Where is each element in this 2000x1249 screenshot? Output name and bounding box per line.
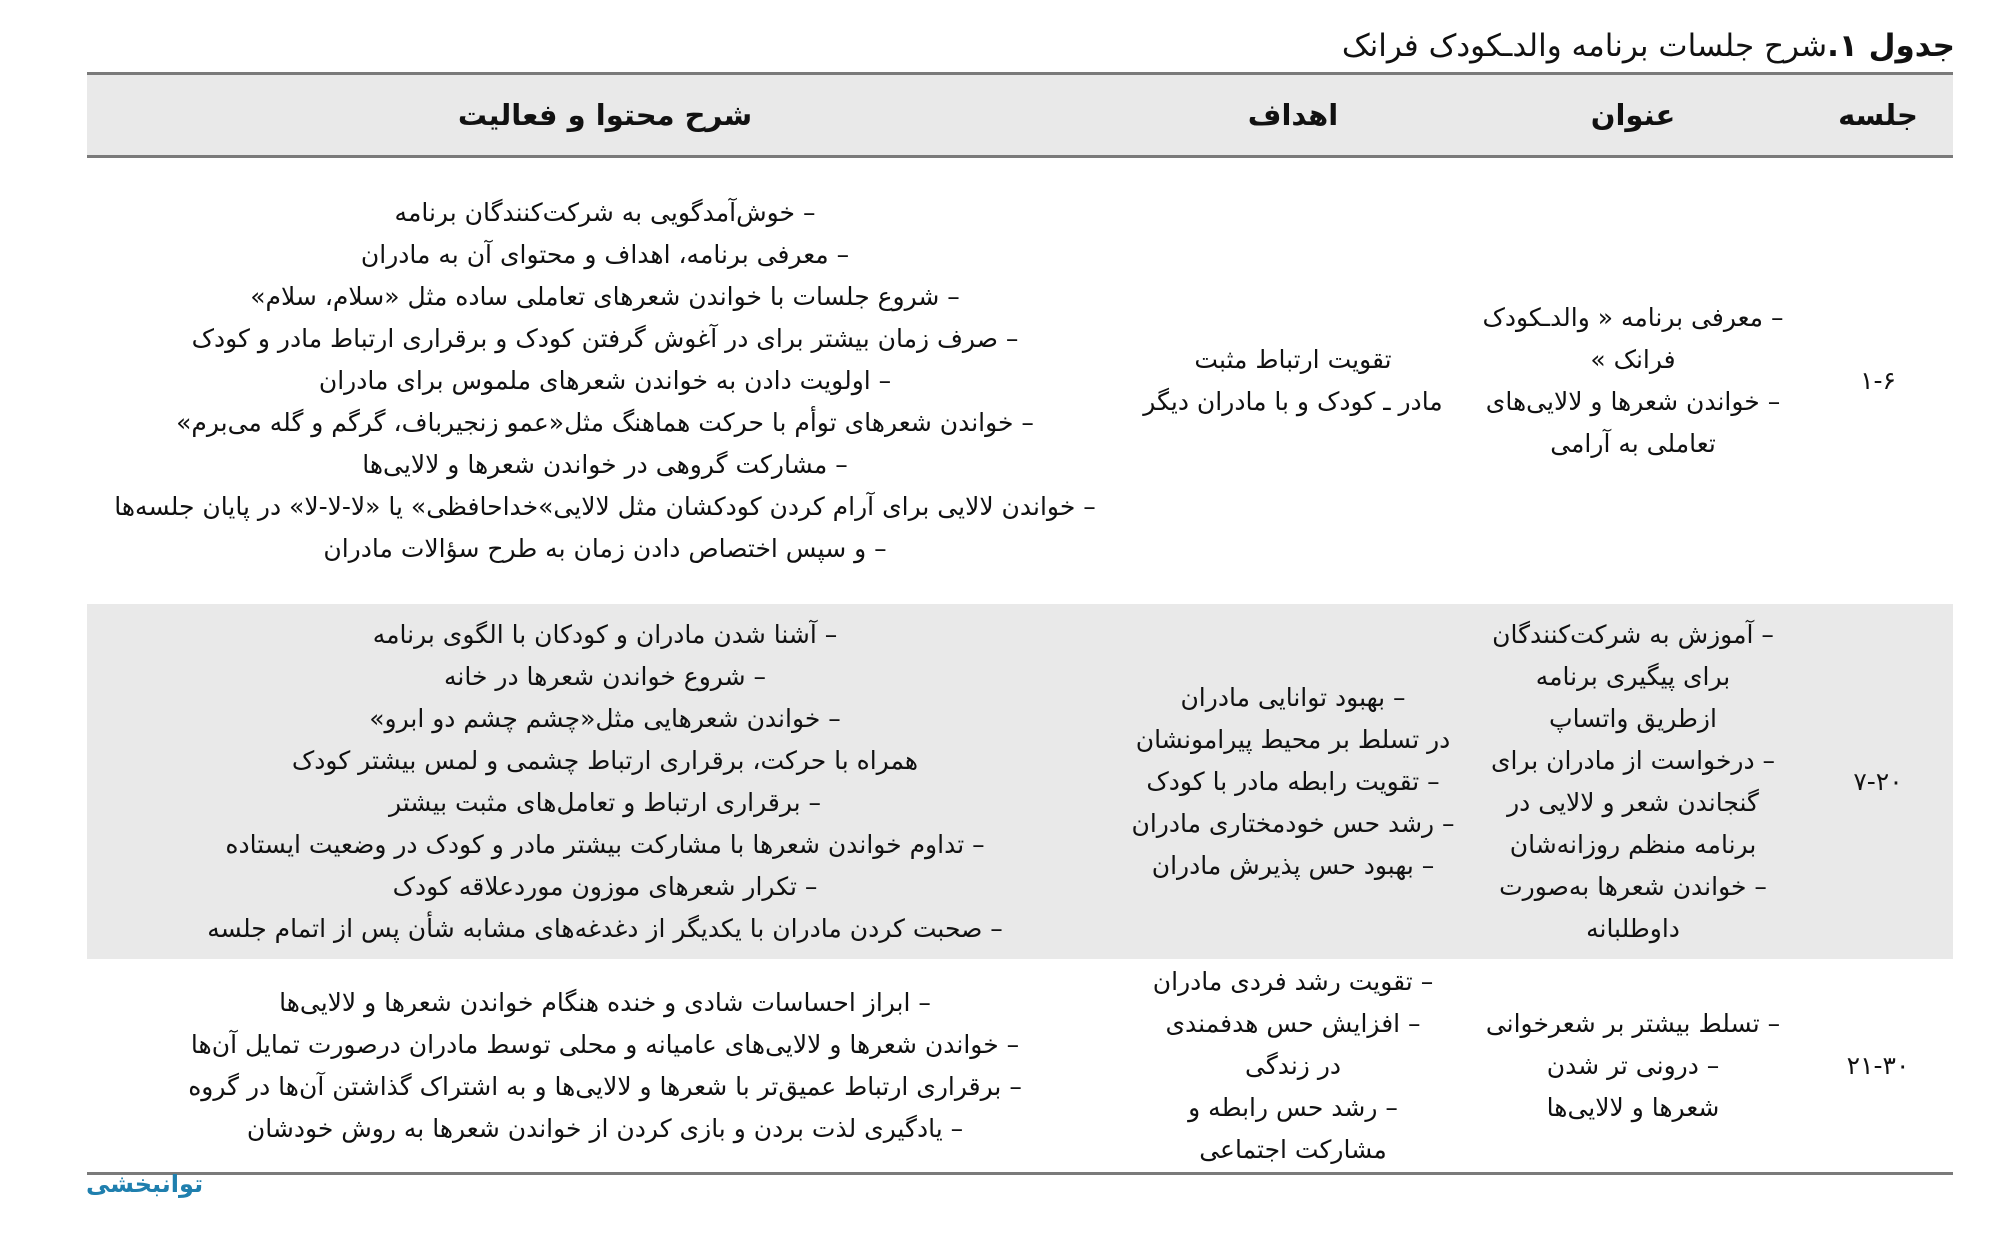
cell-line: ازطریق واتساپ	[1549, 703, 1717, 733]
cell-line: – صرف زمان بیشتر برای در آغوش گرفتن کودک و برقراری ارتباط مادر و کودک	[191, 324, 1019, 353]
header-content: شرح محتوا و فعالیت	[457, 98, 753, 132]
cell-line: – بهبود توانایی مادران	[1180, 682, 1406, 712]
cell-line: شعرها و لالایی‌ها	[1546, 1092, 1720, 1122]
cell-line: – معرفی برنامه، اهداف و محتوای آن به مادران	[360, 240, 850, 269]
table-caption-text: شرح جلسات برنامه والدـکودک فرانک	[1341, 28, 1828, 64]
cell-line: – معرفی برنامه « والدـکودک	[1482, 303, 1784, 332]
cell-line: – رشد حس خودمختاری مادران	[1131, 808, 1455, 838]
session-cell	[1803, 604, 1953, 959]
table-caption-label: جدول ۱.	[1827, 28, 1955, 64]
session-number: ۲۱-۳۰	[1846, 1050, 1910, 1080]
cell-line: – شروع خواندن شعرها در خانه	[444, 661, 766, 691]
table-bottom-rule	[87, 1172, 1953, 1175]
cell-line: تعاملی به آرامی	[1550, 429, 1716, 458]
header-title: عنوان	[1590, 98, 1676, 132]
cell-line: – خواندن لالایی برای آرام کردن کودکشان مثل لالایی»خداحافظی» یا «لا-لا-لا» در پایان جلسه‌ها	[114, 492, 1096, 521]
title-cell	[1463, 959, 1803, 1172]
cell-line: همراه با حرکت، برقراری ارتباط چشمی و لمس بیشتر کودک	[291, 745, 919, 775]
table-caption	[1342, 22, 1955, 70]
cell-line: در زندگی	[1244, 1050, 1342, 1080]
content-cell	[87, 604, 1123, 959]
title-cell	[1463, 604, 1803, 959]
cell-line: – تداوم خواندن شعرها با مشارکت بیشتر مادر و کودک در وضعیت ایستاده	[225, 829, 985, 859]
cell-line: تقویت ارتباط مثبت	[1194, 345, 1392, 374]
cell-line: – ابراز احساسات شادی و خنده هنگام خواندن شعرها و لالایی‌ها	[279, 987, 931, 1017]
cell-line: فرانک »	[1590, 345, 1676, 374]
cell-line: – مشارکت گروهی در خواندن شعرها و لالایی‌ها	[362, 450, 848, 479]
cell-line: – برقراری ارتباط و تعامل‌های مثبت بیشتر	[388, 787, 822, 817]
cell-line: برای پیگیری برنامه	[1535, 661, 1731, 691]
goals-cell	[1123, 158, 1463, 604]
goals-cell	[1123, 959, 1463, 1172]
cell-line: – آموزش به شرکت‌کنندگان	[1492, 619, 1774, 649]
cell-line: – و سپس اختصاص دادن زمان به طرح سؤالات مادران	[323, 534, 887, 563]
cell-line: – خواندن شعرها و لالایی‌های عامیانه و محلی توسط مادران درصورت تمایل آن‌ها	[190, 1029, 1020, 1059]
cell-line: – تقویت رابطه مادر با کودک	[1146, 766, 1440, 796]
cell-line: – درونی تر شدن	[1546, 1050, 1720, 1080]
table-row	[87, 604, 1953, 959]
table-header	[87, 75, 1953, 158]
cell-line: – تقویت رشد فردی مادران	[1152, 966, 1434, 996]
cell-line: در تسلط بر محیط پیرامونشان	[1135, 724, 1451, 754]
cell-line: – یادگیری لذت بردن و بازی کردن از خواندن شعرها به روش خودشان	[246, 1113, 964, 1143]
cell-line: – آشنا شدن مادران و کودکان با الگوی برنامه	[372, 619, 838, 649]
cell-line: – تسلط بیشتر بر شعرخوانی	[1485, 1008, 1781, 1038]
content-cell	[87, 158, 1123, 604]
cell-line: – تکرار شعرهای موزون موردعلاقه کودک	[392, 871, 818, 901]
cell-line: – خواندن شعرها و لالایی‌های	[1485, 387, 1781, 416]
cell-line: – شروع جلسات با خواندن شعرهای تعاملی ساده مثل «سلام، سلام»	[250, 282, 960, 311]
cell-line: – خواندن شعرهایی مثل«چشم چشم دو ابرو»	[369, 703, 841, 733]
cell-line: – بهبود حس پذیرش مادران	[1151, 850, 1435, 880]
cell-line: – رشد حس رابطه و	[1188, 1092, 1398, 1122]
cell-line: – خوش‌آمدگویی به شرکت‌کنندگان برنامه	[394, 198, 816, 227]
session-number: ۷-۲۰	[1853, 766, 1903, 796]
table-row	[87, 959, 1953, 1172]
session-cell	[1803, 959, 1953, 1172]
sessions-table	[87, 72, 1953, 1175]
cell-line: – خواندن شعرهای توأم با حرکت هماهنگ مثل«عمو زنجیرباف، گرگم و گله می‌برم»	[176, 408, 1034, 437]
header-goals: اهداف	[1247, 98, 1339, 132]
cell-line: – برقراری ارتباط عمیق‌تر با شعرها و لالایی‌ها و به اشتراک گذاشتن آن‌ها در گروه	[188, 1071, 1022, 1101]
cell-line: – درخواست از مادران برای	[1490, 745, 1776, 775]
cell-line: – اولویت دادن به خواندن شعرهای ملموس برای مادران	[318, 366, 892, 395]
cell-line: داوطلبانه	[1586, 913, 1680, 943]
cell-line: گنجاندن شعر و لالایی در	[1507, 787, 1759, 817]
cell-line: – صحبت کردن مادران با یکدیگر از دغدغه‌های مشابه شأن پس از اتمام جلسه	[207, 913, 1003, 943]
cell-line: – خواندن شعرها به‌صورت	[1499, 871, 1767, 901]
cell-line: برنامه منظم روزانه‌شان	[1509, 829, 1757, 859]
session-number: ۱-۶	[1860, 366, 1896, 395]
journal-logo: توانبخشی	[86, 1170, 204, 1198]
header-session: جلسه	[1838, 98, 1918, 132]
cell-line: – افزایش حس هدفمندی	[1165, 1008, 1421, 1038]
table-row	[87, 158, 1953, 604]
cell-line: مادر ـ کودک و با مادران دیگر	[1143, 387, 1443, 416]
goals-cell	[1123, 604, 1463, 959]
content-cell	[87, 959, 1123, 1172]
session-cell	[1803, 158, 1953, 604]
cell-line: مشارکت اجتماعی	[1199, 1134, 1387, 1164]
title-cell	[1463, 158, 1803, 604]
